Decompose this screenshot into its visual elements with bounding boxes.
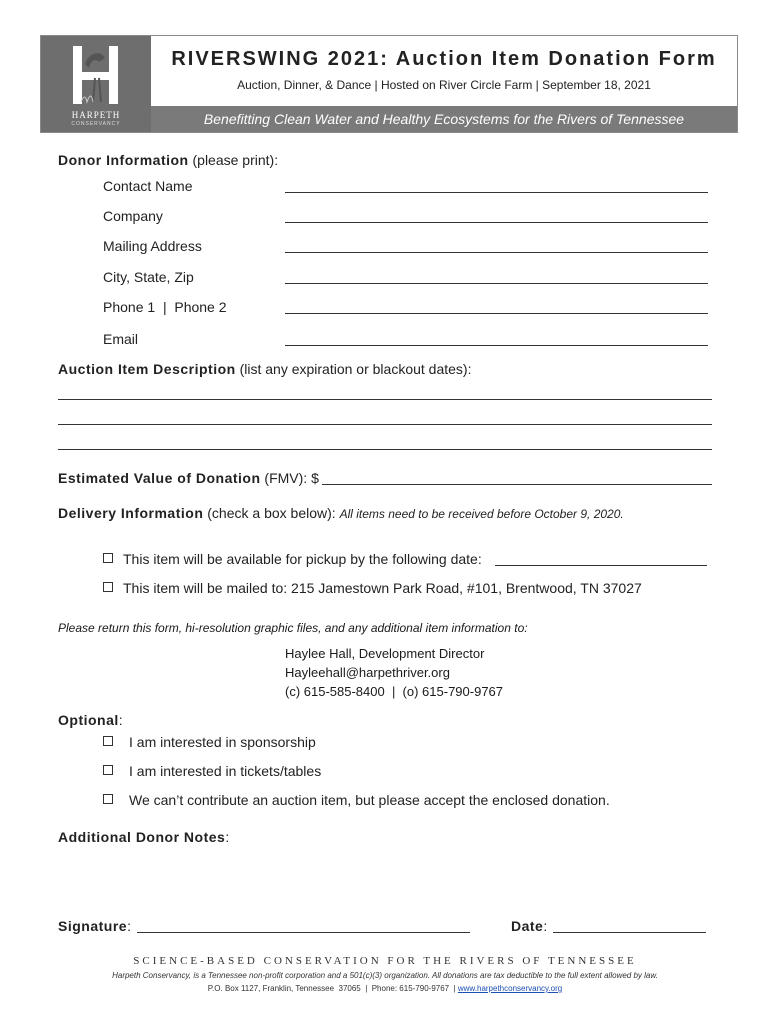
donor-heading-note: (please print): [192, 152, 279, 168]
field-label-phone: Phone 1 | Phone 2 [103, 299, 227, 315]
signature-label-colon: : [127, 918, 131, 934]
return-instructions: Please return this form, hi-resolution graphic files, and any additional item information to: [58, 621, 528, 635]
page-title: RIVERSWING 2021: Auction Item Donation Form [171, 48, 717, 70]
signature-label [58, 918, 131, 934]
delivery-heading-text: Delivery Information [58, 505, 204, 521]
heron-logo-icon [71, 42, 123, 108]
email-line[interactable] [285, 345, 708, 346]
signature-label-text: Signature [58, 918, 128, 934]
footer-legal: Harpeth Conservancy, is a Tennessee non-profit corporation and a 501(c)(3) organization. All donations are tax deductible to the full extent allowed by law. [112, 971, 658, 980]
field-label-contact-name: Contact Name [103, 178, 193, 194]
delivery-heading-note: (check a box below): [207, 505, 336, 521]
sponsorship-label: I am interested in sponsorship [129, 734, 316, 750]
auction-heading-note: (list any expiration or blackout dates): [239, 361, 472, 377]
tickets-label: I am interested in tickets/tables [129, 763, 322, 779]
optional-tickets[interactable] [103, 763, 321, 779]
signature-line[interactable] [137, 932, 470, 933]
footer-address-line [0, 984, 770, 993]
contact-phone: (c) 615-585-8400 | (o) 615-790-9767 [285, 684, 504, 699]
company-line[interactable] [285, 222, 708, 223]
field-label-email: Email [103, 331, 139, 347]
additional-notes-heading [58, 829, 229, 845]
form-header [40, 35, 738, 133]
tickets-checkbox[interactable] [103, 765, 113, 775]
footer-address: P.O. Box 1127, Franklin, Tennessee 37065 | Phone: 615-790-9767 | [207, 984, 456, 993]
banner [151, 106, 737, 132]
page-subtitle: Auction, Dinner, & Dance | Hosted on River Circle Farm | September 18, 2021 [237, 78, 651, 92]
delivery-info-heading [58, 505, 624, 521]
field-label-city-state-zip: City, State, Zip [103, 269, 194, 285]
optional-heading [58, 712, 123, 728]
mail-option-label: This item will be mailed to: 215 Jamestown Park Road, #101, Brentwood, TN 37027 [123, 580, 642, 596]
delivery-option-mail[interactable] [103, 580, 642, 596]
contact-name-line[interactable] [285, 192, 708, 193]
donor-info-heading [58, 152, 278, 168]
optional-donation[interactable] [103, 792, 610, 808]
website-link[interactable]: www.harpethconservancy.org [457, 984, 563, 993]
contact-name: Haylee Hall, Development Director [285, 646, 485, 661]
mailing-address-line[interactable] [285, 252, 708, 253]
banner-text: Benefitting Clean Water and Healthy Ecosystems for the Rivers of Tennessee [203, 111, 685, 127]
auction-description-line-2[interactable] [58, 424, 712, 425]
footer-tagline: SCIENCE-BASED CONSERVATION FOR THE RIVERS OF TENNESSEE [133, 955, 637, 967]
field-label-mailing-address: Mailing Address [103, 238, 202, 254]
value-heading-text: Estimated Value of Donation [58, 470, 261, 486]
field-label-company: Company [103, 208, 163, 224]
notes-heading-text: Additional Donor Notes [58, 829, 226, 845]
optional-sponsorship[interactable] [103, 734, 316, 750]
date-label [511, 918, 547, 934]
pickup-option-label: This item will be available for pickup by the following date: [123, 551, 482, 567]
date-label-text: Date [511, 918, 544, 934]
optional-heading-text: Optional [58, 712, 119, 728]
pickup-checkbox[interactable] [103, 553, 113, 563]
city-state-zip-line[interactable] [285, 283, 708, 284]
delivery-deadline-note: All items need to be received before October 9, 2020. [339, 507, 624, 521]
donation-label: We can’t contribute an auction item, but please accept the enclosed donation. [129, 792, 610, 808]
auction-description-line-3[interactable] [58, 449, 712, 450]
harpeth-logo [41, 36, 151, 132]
date-line[interactable] [553, 932, 706, 933]
date-label-colon: : [543, 918, 548, 934]
notes-heading-colon: : [225, 829, 230, 845]
value-heading-note: (FMV): $ [264, 470, 319, 486]
estimated-value-line[interactable] [322, 484, 712, 485]
donation-checkbox[interactable] [103, 794, 113, 804]
logo-subtext: CONSERVANCY [71, 121, 121, 127]
additional-notes-area[interactable] [58, 850, 712, 910]
optional-heading-colon: : [118, 712, 123, 728]
sponsorship-checkbox[interactable] [103, 736, 113, 746]
estimated-value-label [58, 470, 319, 486]
donor-heading-text: Donor Information [58, 152, 189, 168]
contact-email: Hayleehall@harpethriver.org [285, 665, 450, 680]
phone-line[interactable] [285, 313, 708, 314]
pickup-date-line[interactable] [495, 565, 707, 566]
auction-description-line-1[interactable] [58, 399, 712, 400]
logo-text: HARPETH [71, 110, 121, 120]
delivery-option-pickup[interactable] [103, 551, 482, 567]
auction-heading-text: Auction Item Description [58, 361, 236, 377]
mail-checkbox[interactable] [103, 582, 113, 592]
auction-description-heading [58, 361, 471, 377]
